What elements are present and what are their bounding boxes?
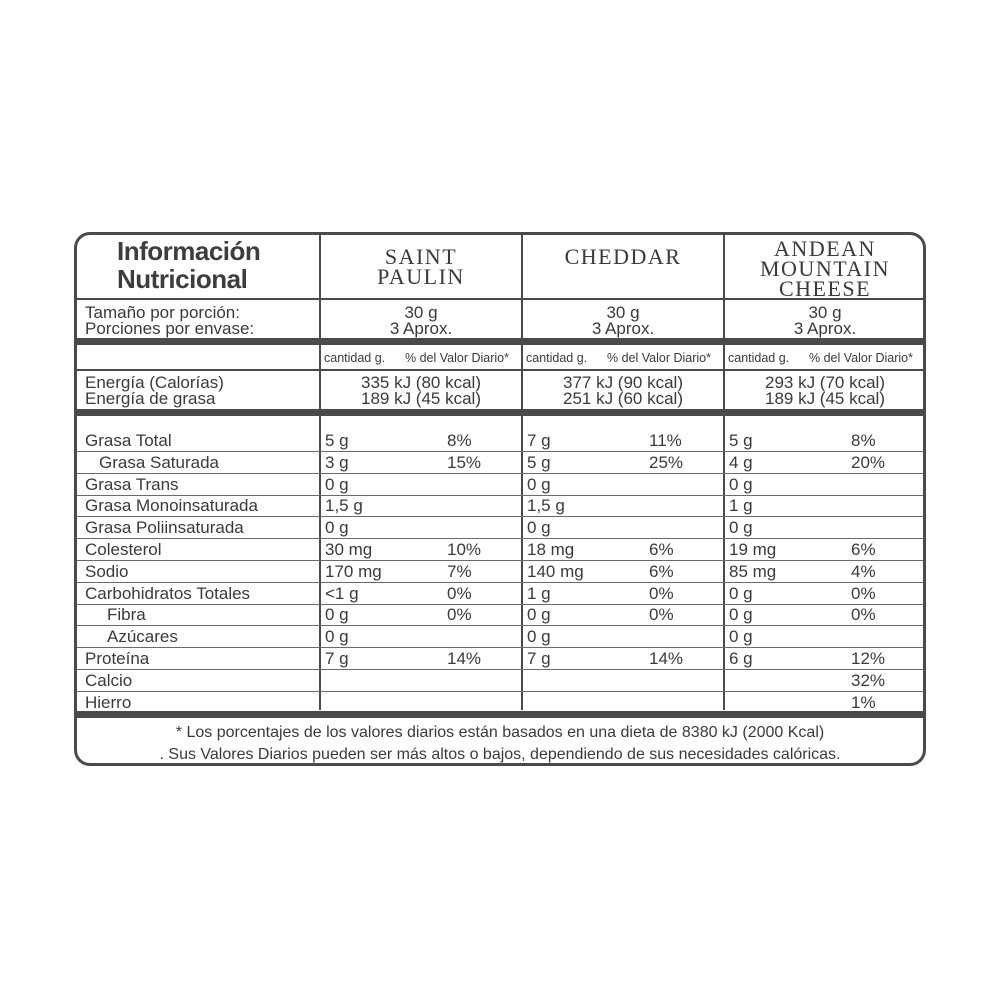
row-divider [77,625,923,626]
nutrient-daily-value: 0% [649,583,674,603]
nutrient-daily-value: 0% [649,605,674,625]
nutrient-amount: 0 g [527,474,551,494]
nutrient-amount: 1 g [729,496,753,516]
nutrient-amount: 1,5 g [527,496,565,516]
row-divider [77,451,923,452]
thick-divider [77,409,923,416]
amount-subheader: cantidad g. [526,351,588,365]
product-name-cheddar: CHEDDAR [564,244,682,269]
nutrient-label: Fibra [107,605,146,625]
portions-value: 3 Aprox. [591,319,655,338]
nutrient-amount: 0 g [325,474,349,494]
fat-energy-value: 189 kJ (45 kcal) [361,389,481,408]
nutrient-amount: 0 g [325,605,349,625]
nutrient-label: Grasa Total [85,431,172,450]
nutrient-amount: 30 mg [325,540,373,559]
nutrient-label: Grasa Monoinsaturada [85,496,258,516]
row-divider [77,538,923,539]
nutrient-amount: 7 g [527,649,551,668]
energy-label: Energía (Calorías) [85,373,224,392]
nutrient-amount: 6 g [729,649,753,668]
nutrient-amount: 18 mg [527,540,575,559]
nutrient-amount: 0 g [527,605,551,625]
nutrient-label: Proteína [85,649,150,668]
nutrient-daily-value: 0% [447,583,472,603]
nutrient-daily-value: 6% [649,540,674,559]
nutrient-daily-value: 0% [447,605,472,625]
nutrient-daily-value: 8% [851,431,876,450]
energy-value: 377 kJ (90 kcal) [563,373,683,392]
nutrient-amount: 0 g [729,627,753,647]
row-divider [77,669,923,670]
nutrient-label: Hierro [85,692,132,712]
row-divider [77,604,923,605]
nutrient-daily-value: 8% [447,431,472,450]
nutrient-label: Carbohidratos Totales [85,583,251,603]
daily-value-subheader: % del Valor Diario* [405,351,509,365]
divider [77,369,923,371]
nutrient-daily-value: 6% [649,561,674,581]
daily-value-subheader: % del Valor Diario* [809,351,913,365]
nutrient-daily-value: 7% [447,561,472,581]
footnote-line-1: * Los porcentajes de los valores diarios están basados en una dieta de 8380 kJ (2000 Kcal) [175,724,825,741]
nutrient-amount: 5 g [527,452,551,472]
nutrient-label: Calcio [85,670,133,690]
nutrient-daily-value: 0% [851,605,876,625]
serving-size-label: Tamaño por porción: [85,303,240,322]
portions-value: 3 Aprox. [793,319,857,338]
nutrient-amount: 0 g [729,605,753,625]
nutrient-amount: 0 g [527,518,551,538]
nutrient-amount: 1,5 g [325,496,363,516]
serving-size-value: 30 g [808,303,842,322]
footnote-line-2: . Sus Valores Diarios pueden ser más altos o bajos, dependiendo de sus necesidades calóricas. [159,746,841,763]
daily-value-subheader: % del Valor Diario* [607,351,711,365]
nutrient-daily-value: 14% [649,649,684,668]
row-divider [77,582,923,583]
nutrient-amount: 170 mg [325,561,382,581]
nutrient-label: Grasa Trans [85,474,179,494]
nutrient-amount: <1 g [325,583,359,603]
nutrient-label: Grasa Poliinsaturada [85,518,244,538]
nutrient-amount: 4 g [729,452,753,472]
serving-size-value: 30 g [404,303,438,322]
nutrient-amount: 0 g [325,518,349,538]
product-name-andean-mountain-cheese: ANDEAN MOUNTAIN CHEESE [759,236,890,301]
energy-value: 293 kJ (70 kcal) [765,373,885,392]
fat-energy-label: Energía de grasa [85,389,216,408]
nutrition-facts-table [74,232,926,766]
nutrient-amount: 5 g [729,431,753,450]
nutrient-daily-value: 11% [649,431,682,450]
nutrient-daily-value: 25% [649,452,684,472]
nutrient-label: Colesterol [85,540,162,559]
nutrient-amount: 140 mg [527,561,584,581]
energy-value: 335 kJ (80 kcal) [361,373,481,392]
nutrient-daily-value: 20% [851,452,886,472]
nutrient-label: Azúcares [107,627,178,647]
nutrient-daily-value: 6% [851,540,876,559]
nutrient-amount: 7 g [527,431,551,450]
row-divider [77,560,923,561]
nutrient-amount: 0 g [729,583,753,603]
nutrient-amount: 3 g [325,452,349,472]
nutrient-daily-value: 15% [447,452,482,472]
fat-energy-value: 251 kJ (60 kcal) [563,389,683,408]
nutrient-amount: 0 g [325,627,349,647]
nutrient-daily-value: 4% [851,561,876,581]
nutrient-daily-value: 10% [447,540,482,559]
nutrient-amount: 7 g [325,649,349,668]
nutrient-amount: 19 mg [729,540,777,559]
row-divider [77,691,923,692]
nutrient-amount: 5 g [325,431,349,450]
amount-subheader: cantidad g. [728,351,790,365]
nutrient-amount: 1 g [527,583,551,603]
portions-label: Porciones por envase: [85,319,255,338]
nutrient-daily-value: 0% [851,583,876,603]
nutrient-amount: 0 g [729,518,753,538]
nutrient-daily-value: 14% [447,649,482,668]
fat-energy-value: 189 kJ (45 kcal) [765,389,885,408]
product-name-saint-paulin: SAINT PAULIN [377,244,465,289]
nutrient-amount: 0 g [729,474,753,494]
nutrient-label: Sodio [85,561,129,581]
nutrient-daily-value: 12% [851,649,886,668]
thick-divider [77,338,923,345]
amount-subheader: cantidad g. [324,351,386,365]
nutrient-daily-value: 32% [851,670,886,690]
row-divider [77,647,923,648]
row-divider [77,473,923,474]
table-title: Información Nutricional [117,236,261,294]
nutrient-daily-value: 1% [851,692,876,712]
nutrient-label: Grasa Saturada [99,452,220,472]
portions-value: 3 Aprox. [389,319,453,338]
thick-divider [77,711,923,718]
serving-size-value: 30 g [606,303,640,322]
nutrient-amount: 85 mg [729,561,777,581]
nutrient-amount: 0 g [527,627,551,647]
